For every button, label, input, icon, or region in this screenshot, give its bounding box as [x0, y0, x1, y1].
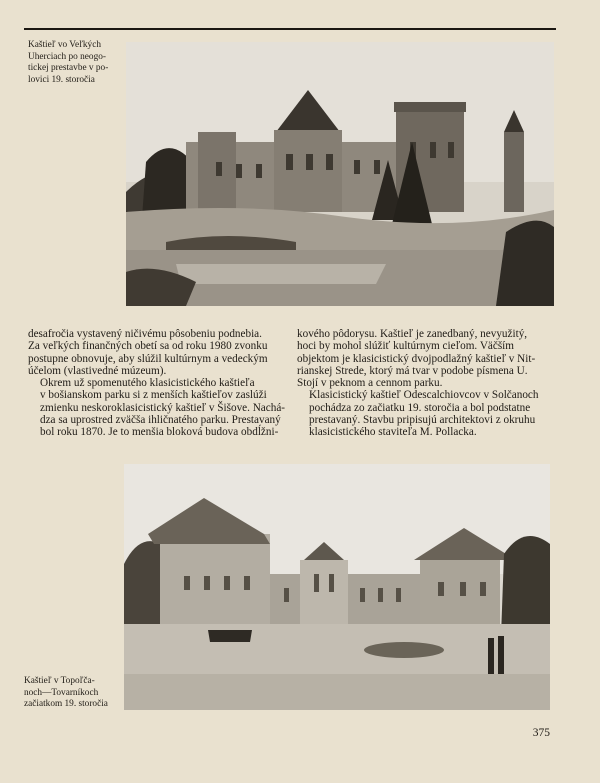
caption-line: tickej prestavbe v po- [28, 63, 109, 74]
caption-top [28, 40, 120, 86]
paragraph [28, 328, 284, 377]
caption-bottom [24, 676, 120, 711]
text-line: bol roku 1870. Je to menšia bloková budova obdĺžni- [40, 426, 279, 439]
text-line: rianskej Strede, ktorý má tvar v podobe písmena U. [297, 364, 528, 377]
text-line: desafročia vystavený ničivému pôsobeniu podnebia. [28, 328, 262, 340]
text-line: dza sa uprostred zväčša ihličnatého parku. Prestavaný [40, 414, 281, 427]
caption-line: Kaštieľ v Topoľča- [24, 676, 95, 686]
text-column-right [297, 328, 553, 439]
paragraph [28, 377, 284, 438]
text-line: zmienku neskoroklasicistický kaštieľ v Šišove. Nachá- [40, 401, 286, 414]
text-line: prestavaný. Stavbu pripisujú architektovi z okruhu [309, 414, 536, 427]
manor-photo [124, 464, 550, 710]
text-line: kového pôdorysu. Kaštieľ je zanedbaný, nevyužitý, [297, 328, 528, 340]
text-line: v bošianskom parku si z menších kaštieľov zaslúži [40, 389, 267, 402]
text-line: Za veľkých finančných obetí sa od roku 1980 zvonku [28, 340, 268, 353]
text-line: Stojí v peknom a cennom parku. [297, 377, 443, 390]
text-line: hoci by mohol slúžiť kultúrnym cieľom. Väčším [297, 340, 514, 353]
text-line: Okrem už spomenutého klasicistického kaštieľa [40, 377, 255, 390]
caption-line: začiatkom 19. storočia [24, 699, 108, 710]
text-column-left [28, 328, 284, 439]
caption-line: Kaštieľ vo Veľkých [28, 40, 101, 50]
page-number: 375 [532, 727, 550, 739]
top-rule [24, 28, 556, 30]
caption-line: Uherciach po neogo- [28, 51, 106, 62]
text-line: objektom je klasicistický dvojpodlažný kaštieľ v Nit- [297, 352, 536, 365]
paragraph [297, 328, 553, 389]
paragraph [297, 389, 553, 438]
text-line: klasicistického staviteľa M. Pollacka. [309, 426, 477, 439]
castle-photo [126, 42, 554, 306]
caption-line: noch—Tovarníkoch [24, 687, 99, 698]
text-line: Klasicistický kaštieľ Odescalchiovcov v Solčanoch [309, 389, 539, 402]
text-line: pochádza zo začiatku 19. storočia a bol podstatne [309, 401, 531, 414]
caption-line: lovici 19. storočia [28, 74, 95, 85]
text-line: postupne obnovuje, aby slúžil kultúrnym a vedeckým [28, 352, 268, 365]
text-line: účelom (vlastivedné múzeum). [28, 364, 167, 377]
